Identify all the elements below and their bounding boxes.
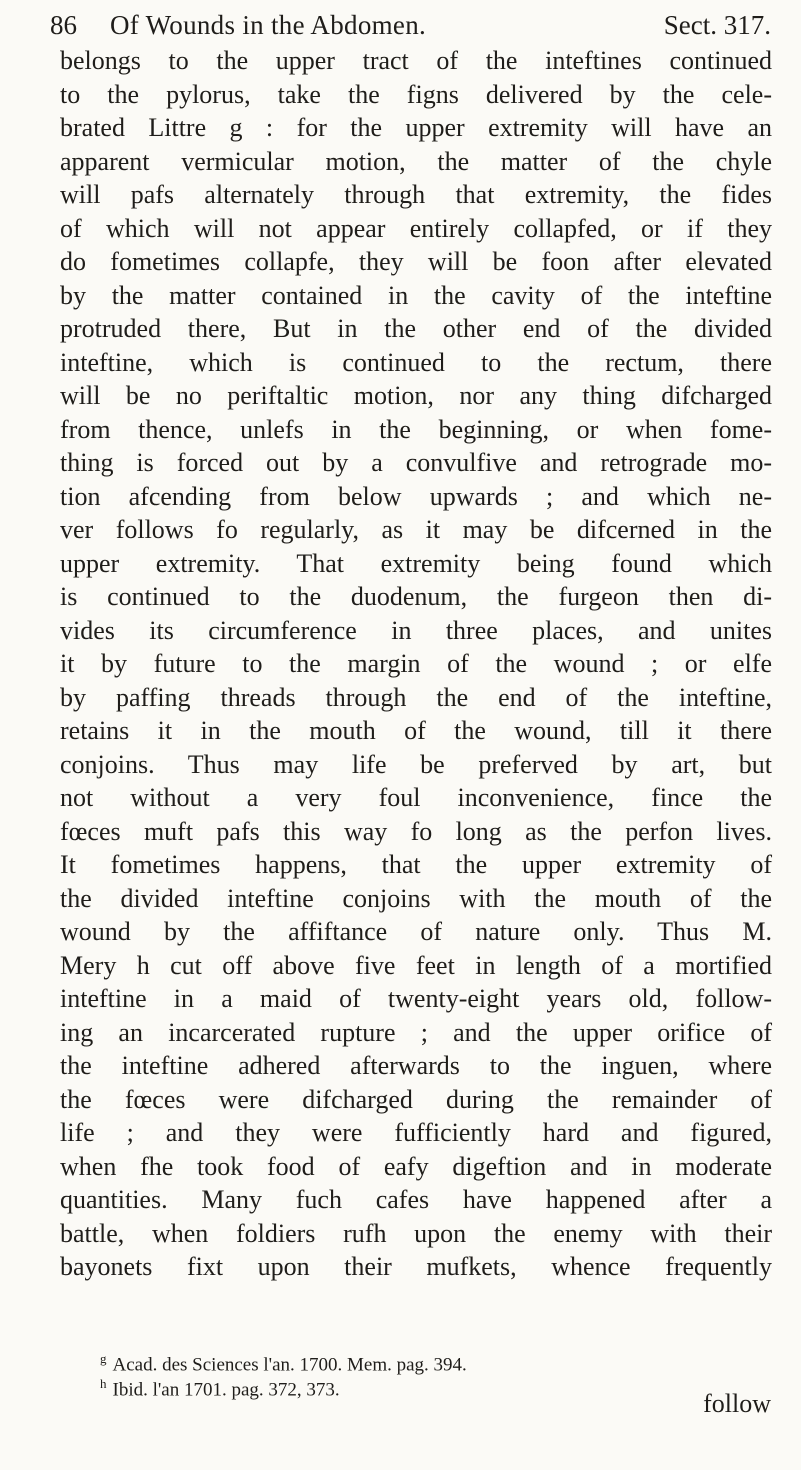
text-line: belongs to the upper tract of the inteftines continued [60,46,772,75]
text-line: by the matter contained in the cavity of the inteftine [60,280,772,310]
text-line: brated Littre g : for the upper extremity will have an [60,113,772,142]
text-line: inteftine in a maid of twenty-eight years old, follow- [60,984,772,1013]
text-line: ing an incarcerated rupture ; and the upper orifice of [60,1017,772,1047]
catchword: follow [703,1389,771,1418]
text-line: to the pylorus, take the figns delivered by the cele- [60,79,772,109]
text-line: of which will not appear entirely collapfed, or if they [60,213,772,243]
text-line: by paffing threads through the end of the inteftine, [60,682,772,712]
text-line: Mery h cut off above five feet in length of a mortified [60,950,772,980]
text-line: protruded there, But in the other end of the divided [60,314,772,343]
footnotes [100,1346,660,1401]
text-line: thing is forced out by a convulfive and retrograde mo- [60,448,772,477]
text-line: retains it in the mouth of the wound, till it there [60,716,772,745]
text-line: when fhe took food of eafy digeftion and in moderate [60,1151,772,1181]
text-line: vides its circumference in three places, and unites [60,615,772,645]
footnote-text: Ibid. l'an 1701. pag. 372, 373. [112,1379,340,1401]
text-line: battle, when foldiers rufh upon the enemy with their [60,1218,772,1248]
text-line: do fometimes collapfe, they will be foon after elevated [60,247,772,276]
text-line: not without a very foul inconvenience, fince the [60,783,772,812]
text-line: quantities. Many fuch cafes have happened after a [60,1185,772,1214]
footnote [100,1346,660,1376]
footnote-mark: h [100,1376,107,1391]
body-text [60,44,772,1284]
text-line: will be no periftaltic motion, nor any thing difcharged [60,381,772,410]
text-line: the inteftine adhered afterwards to the inguen, where [60,1051,772,1080]
page-number: 86 [50,10,77,40]
text-line: conjoins. Thus may life be preferved by art, but [60,749,772,779]
footnote-text: Acad. des Sciences l'an. 1700. Mem. pag. 394. [112,1354,467,1376]
text-line: from thence, unlefs in the beginning, or when fome- [60,414,772,444]
text-line: the divided inteftine conjoins with the mouth of the [60,883,772,913]
running-title: Of Wounds in the Abdomen. [110,10,427,40]
text-line: wound by the affiftance of nature only. Thus M. [60,917,772,946]
text-line: ver follows fo regularly, as it may be difcerned in the [60,515,772,544]
text-line: is continued to the duodenum, the furgeon then di- [60,582,772,611]
text-line: fœces muft pafs this way fo long as the perfon lives. [60,816,772,846]
text-line: bayonets fixt upon their mufkets, whence frequently [60,1252,772,1281]
text-line: inteftine, which is continued to the rectum, there [60,347,772,377]
text-line: apparent vermicular motion, the matter of the chyle [60,146,772,176]
text-line: it by future to the margin of the wound ; or elfe [60,649,772,678]
footnote-mark: g [100,1351,107,1366]
text-line: will pafs alternately through that extremity, the fides [60,180,772,209]
text-line: life ; and they were fufficiently hard and figured, [60,1118,772,1147]
section-number: Sect. 317. [663,10,771,40]
text-line: the fœces were difcharged during the remainder of [60,1084,772,1114]
page-header [50,8,771,42]
text-line: It fometimes happens, that the upper extremity of [60,850,772,879]
text-line: upper extremity. That extremity being found which [60,548,772,578]
text-line: tion afcending from below upwards ; and which ne- [60,481,772,511]
